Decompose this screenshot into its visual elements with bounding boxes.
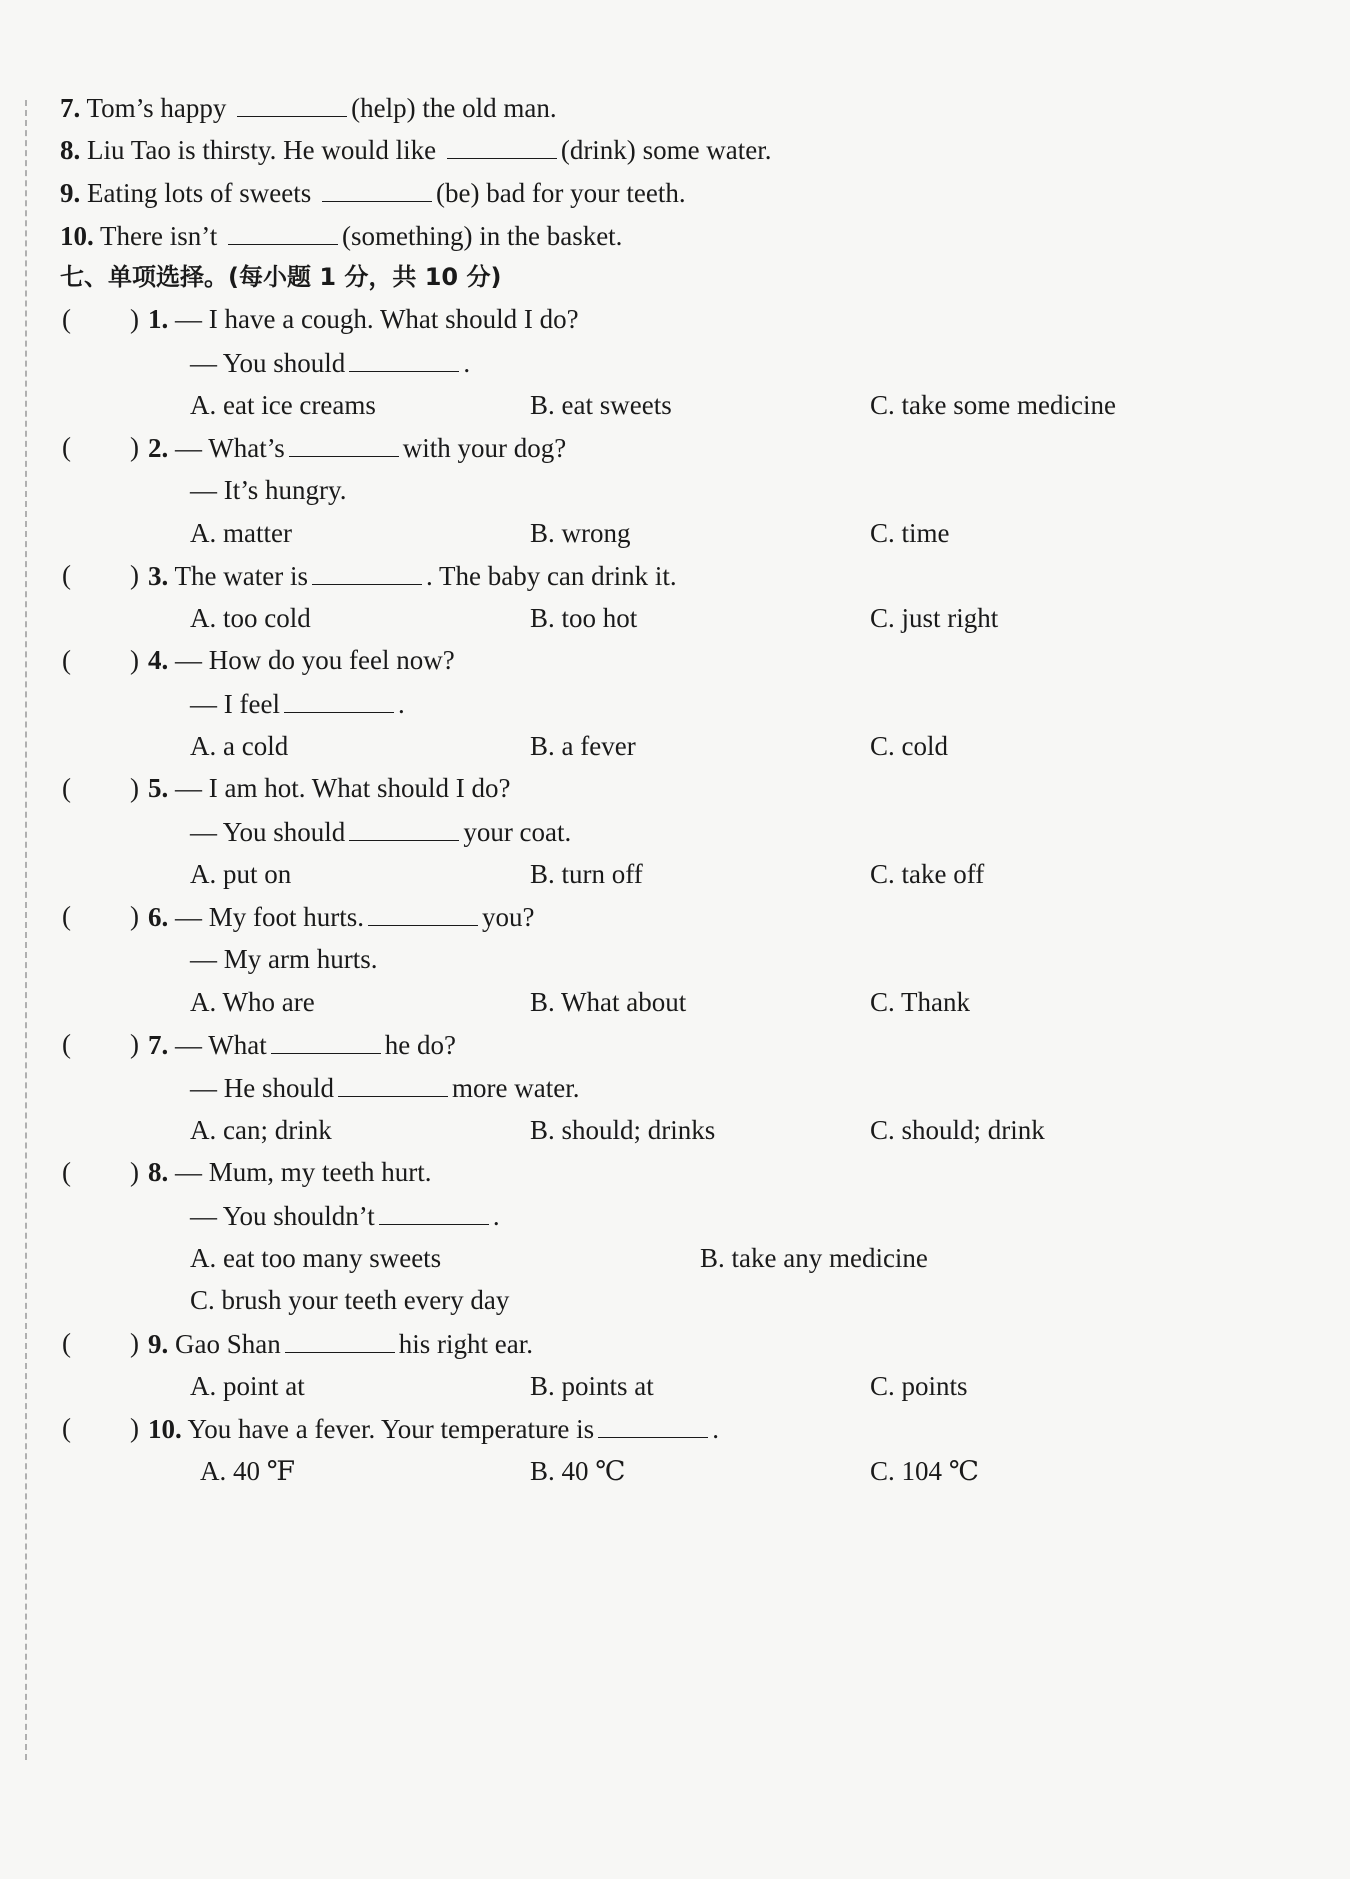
option-b[interactable]: B. a fever <box>530 731 636 761</box>
answer-paren-close: ) <box>130 645 139 675</box>
fill-item-9: 9. Eating lots of sweets (be) bad for your teeth. <box>60 175 686 210</box>
option-c[interactable]: C. should; drink <box>870 1115 1045 1145</box>
answer-blank[interactable] <box>271 1027 381 1054</box>
option-b[interactable]: B. take any medicine <box>700 1243 928 1273</box>
question-4-reply: — I feel . <box>190 686 405 721</box>
option-c[interactable]: C. points <box>870 1371 968 1401</box>
answer-paren-open: ( <box>62 1157 71 1187</box>
answer-paren-close: ) <box>130 901 139 931</box>
question-8: 8. — Mum, my teeth hurt. <box>148 1157 432 1187</box>
answer-paren-close: ) <box>130 560 139 590</box>
option-b[interactable]: B. 40 ℃ <box>530 1456 626 1486</box>
fill-item-8: 8. Liu Tao is thirsty. He would like (drink) some water. <box>60 132 772 167</box>
option-b[interactable]: B. wrong <box>530 518 631 548</box>
question-5-reply: — You should your coat. <box>190 814 571 849</box>
question-6-reply: — My arm hurts. <box>190 944 378 974</box>
question-5: 5. — I am hot. What should I do? <box>148 773 511 803</box>
option-c[interactable]: C. 104 ℃ <box>870 1456 979 1486</box>
answer-paren-close: ) <box>130 304 139 334</box>
answer-paren-open: ( <box>62 432 71 462</box>
answer-paren-open: ( <box>62 560 71 590</box>
answer-paren-close: ) <box>130 1157 139 1187</box>
answer-blank[interactable] <box>349 345 459 372</box>
option-c[interactable]: C. brush your teeth every day <box>190 1285 510 1315</box>
question-9: 9. Gao Shan his right ear. <box>148 1326 533 1361</box>
option-a[interactable]: A. matter <box>190 518 292 548</box>
answer-paren-close: ) <box>130 1328 139 1358</box>
fill-item-7: 7. Tom’s happy (help) the old man. <box>60 90 557 125</box>
answer-blank[interactable] <box>285 1326 395 1353</box>
option-b[interactable]: B. turn off <box>530 859 643 889</box>
option-a[interactable]: A. point at <box>190 1371 305 1401</box>
question-8-reply: — You shouldn’t . <box>190 1198 500 1233</box>
question-4: 4. — How do you feel now? <box>148 645 455 675</box>
answer-paren-open: ( <box>62 645 71 675</box>
answer-paren-open: ( <box>62 304 71 334</box>
option-a[interactable]: A. put on <box>190 859 292 889</box>
option-c[interactable]: C. Thank <box>870 987 970 1017</box>
section-title: 七、单项选择。(每小题 1 分，共 10 分) <box>60 263 502 291</box>
question-1-reply: — You should . <box>190 345 470 380</box>
question-2-reply: — It’s hungry. <box>190 475 347 505</box>
question-10: 10. You have a fever. Your temperature is . <box>148 1411 719 1446</box>
answer-blank[interactable] <box>312 558 422 585</box>
question-6: 6. — My foot hurts. you? <box>148 899 534 934</box>
answer-paren-open: ( <box>62 901 71 931</box>
fill-item-10: 10. There isn’t (something) in the basket. <box>60 218 622 253</box>
option-a[interactable]: A. Who are <box>190 987 315 1017</box>
option-c[interactable]: C. take some medicine <box>870 390 1116 420</box>
option-c[interactable]: C. take off <box>870 859 985 889</box>
option-b[interactable]: B. too hot <box>530 603 638 633</box>
answer-blank[interactable] <box>228 218 338 245</box>
option-b[interactable]: B. should; drinks <box>530 1115 716 1145</box>
answer-paren-close: ) <box>130 1029 139 1059</box>
option-a[interactable]: A. too cold <box>190 603 311 633</box>
option-b[interactable]: B. eat sweets <box>530 390 672 420</box>
option-a[interactable]: A. can; drink <box>190 1115 332 1145</box>
answer-blank[interactable] <box>368 899 478 926</box>
option-a[interactable]: A. eat too many sweets <box>190 1243 442 1273</box>
answer-blank[interactable] <box>598 1411 708 1438</box>
question-3: 3. The water is . The baby can drink it. <box>148 558 677 593</box>
answer-blank[interactable] <box>379 1198 489 1225</box>
option-c[interactable]: C. time <box>870 518 950 548</box>
answer-paren-close: ) <box>130 432 139 462</box>
answer-blank[interactable] <box>284 686 394 713</box>
option-c[interactable]: C. just right <box>870 603 999 633</box>
option-a[interactable]: A. 40 ℉ <box>200 1456 296 1486</box>
answer-blank[interactable] <box>338 1070 448 1097</box>
answer-paren-close: ) <box>130 773 139 803</box>
answer-blank[interactable] <box>322 175 432 202</box>
question-7-reply: — He should more water. <box>190 1070 579 1105</box>
answer-paren-open: ( <box>62 1029 71 1059</box>
option-b[interactable]: B. points at <box>530 1371 654 1401</box>
answer-paren-open: ( <box>62 773 71 803</box>
answer-blank[interactable] <box>349 814 459 841</box>
answer-blank[interactable] <box>289 430 399 457</box>
question-2: 2. — What’s with your dog? <box>148 430 566 465</box>
question-1: 1. — I have a cough. What should I do? <box>148 304 579 334</box>
question-7: 7. — What he do? <box>148 1027 456 1062</box>
answer-blank[interactable] <box>237 90 347 117</box>
option-b[interactable]: B. What about <box>530 987 687 1017</box>
answer-blank[interactable] <box>447 132 557 159</box>
option-a[interactable]: A. a cold <box>190 731 289 761</box>
answer-paren-open: ( <box>62 1328 71 1358</box>
option-a[interactable]: A. eat ice creams <box>190 390 376 420</box>
answer-paren-open: ( <box>62 1413 71 1443</box>
answer-paren-close: ) <box>130 1413 139 1443</box>
option-c[interactable]: C. cold <box>870 731 948 761</box>
